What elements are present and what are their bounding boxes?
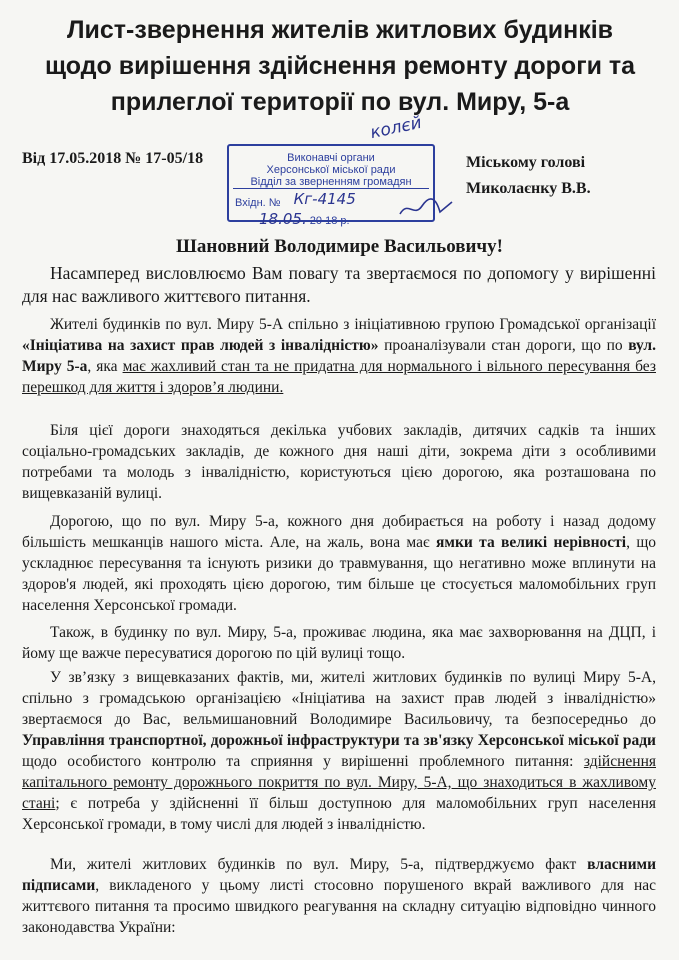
p6-text-2: щодо особистого контролю та сприяння у вирішенні проблемного питання: xyxy=(22,753,584,770)
addressee-line-1: Міському голові xyxy=(466,154,586,171)
addressee-line-2: Миколаєнку В.В. xyxy=(466,180,591,197)
p4-text-1: Дорогою, що по вул. Миру 5-а, кожного дня добирається на роботу і назад додому більшість мешканців нашого міста. Але, на жаль, вона має xyxy=(22,513,656,551)
p7-text-2: , викладеного у цьому листі стосовно порушеного вкрай важливого для нас життєвого питання та просимо швидкого реагування на складну ситуацію відповідно чинного законодавства України: xyxy=(22,877,656,936)
p2-underlined: має жахливий стан та не придатна для нормального і вільного пересування без перешкод для життя і здоров’я людини. xyxy=(22,358,656,396)
paragraph-3: Біля цієї дороги знаходяться декілька учбових закладів, дитячих садків та інших соціально-громадських закладів, де кожного дня наші діти, зокрема діти з особливими потребами та молодь з інвалідністю, користуються цією дорогою, яка розташована по вищевказаній вулиці. xyxy=(22,422,656,502)
handwritten-note: колєй xyxy=(368,112,424,144)
p2-bold-2: вул. Миру 5-а xyxy=(22,337,656,375)
letter-title xyxy=(20,12,660,120)
p4-text-2: , що ускладнює пересування та існують ризики до травмування, що негативно може вплинути на здоров'я людей, які проходять цією дорогою, тим більше це стосується маломобільних груп населення Херсонської громади. xyxy=(22,534,656,614)
p2-text-3: , яка xyxy=(87,358,123,375)
stamp-reg-label: Вхідн. № xyxy=(235,197,281,209)
stamp-date-handwritten: 18.05. xyxy=(259,210,307,228)
p6-underlined: здійснення капітального ремонту дорожнього покриття по вул. Миру, 5-А, що знаходиться в жахливому стані xyxy=(22,753,656,812)
title-line-1: Лист-звернення жителів житлових будинків xyxy=(66,16,614,44)
paragraph-7 xyxy=(22,854,656,938)
p2-bold-1: «Ініціатива на захист прав людей з інвалідністю» xyxy=(22,337,379,354)
paragraph-6 xyxy=(22,667,656,835)
stamp-line-2: Херсонської міської ради xyxy=(266,164,396,176)
p4-bold-1: ямки та великі нерівності xyxy=(436,534,627,551)
stamp-date-suffix: 20 18 р. xyxy=(309,215,350,227)
p6-text-3: ; є потреба у здійсненні її більш доступною для маломобільних груп населення Херсонської громади, в тому числі для людей з інвалідністю. xyxy=(22,795,656,833)
letter-reference: Від 17.05.2018 № 17-05/18 xyxy=(22,150,204,167)
stamp-reg-number: Кг-4145 xyxy=(293,190,356,208)
p7-text-1: Ми, жителі житлових будинків по вул. Миру, 5-а, підтверджуємо факт xyxy=(50,856,588,873)
paragraph-1: Насамперед висловлюємо Вам повагу та звертаємося по допомогу у вирішенні для нас важливого життєвого питання. xyxy=(22,263,656,306)
p6-bold-1: Управління транспортної, дорожньої інфраструктури та зв'язку Херсонської міської ради xyxy=(22,732,656,749)
p6-text-1: У зв’язку з вищевказаних фактів, ми, жителі житлових будинків по вулиці Миру 5-А, спільно з громадською організацією «Ініціатива на захист прав людей з інвалідністю» звертаємося до Вас, вельмишановний Володимире Васильовичу, та безпосередньо до xyxy=(22,669,656,728)
title-line-2: щодо вирішення здійснення ремонту дороги та xyxy=(44,52,636,80)
paragraph-5: Також, в будинку по вул. Миру, 5-а, проживає людина, яка має захворювання на ДЦП, і йому ще важче пересуватися дорогою по цій вулиці тощо. xyxy=(22,624,656,662)
stamp-line-3: Відділ за зверненням громадян xyxy=(233,176,429,189)
paragraph-4 xyxy=(22,511,656,616)
title-line-3: прилеглої території по вул. Миру, 5-а xyxy=(110,88,570,116)
greeting: Шановний Володимире Васильовичу! xyxy=(176,236,503,257)
p2-text-2: проаналізували стан дороги, що по xyxy=(378,337,629,354)
stamp-line-1: Виконавчі органи xyxy=(287,152,375,164)
p2-text-1: Жителі будинків по вул. Миру 5-А спільно з ініціативною групою Громадської організації xyxy=(50,316,656,333)
signature-scribble xyxy=(396,196,456,222)
paragraph-2 xyxy=(22,314,656,398)
p7-bold-1: власними підписами xyxy=(22,856,656,894)
addressee xyxy=(466,150,591,202)
